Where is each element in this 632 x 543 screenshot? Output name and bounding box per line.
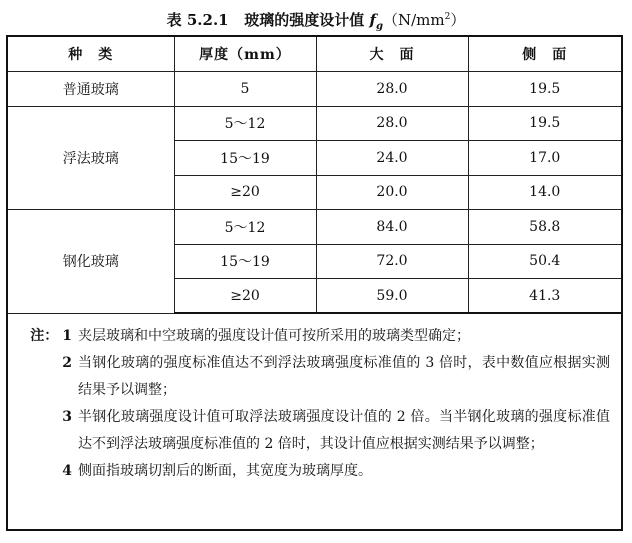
note-text: 夹层玻璃和中空玻璃的强度设计值可按所采用的玻璃类型确定；: [78, 328, 470, 344]
large-face-cell: 28.0: [316, 72, 468, 107]
caption-symbol: [369, 11, 383, 32]
header-thickness: 厚度（mm）: [174, 37, 316, 72]
caption-number: 表 5.2.1: [166, 11, 229, 29]
note-item: [20, 323, 610, 350]
caption-symbol-main: f: [369, 11, 376, 29]
note-item: [20, 350, 610, 404]
large-face-cell: 59.0: [316, 279, 468, 314]
caption-unit-close: ）: [450, 11, 466, 29]
note-number: 3: [62, 409, 72, 425]
caption-symbol-sub: g: [375, 21, 383, 32]
side-face-cell: 14.0: [468, 175, 621, 210]
side-face-cell: 17.0: [468, 141, 621, 176]
side-face-cell: 41.3: [468, 279, 621, 314]
header-large-face: 大 面: [316, 37, 468, 72]
header-side-face: 侧 面: [468, 37, 621, 72]
thickness-cell: ≥20: [174, 175, 316, 210]
thickness-cell: ≥20: [174, 279, 316, 314]
notes-prefix: 注：: [30, 328, 59, 344]
caption-unit: [383, 11, 465, 29]
glass-type-tempered: 钢化玻璃: [8, 210, 174, 314]
note-item: [20, 458, 610, 485]
table-row: [8, 210, 621, 245]
caption-title: 玻璃的强度设计值: [244, 11, 365, 29]
table-header-row: [8, 37, 621, 72]
side-face-cell: 58.8: [468, 210, 621, 245]
thickness-cell: 5: [174, 72, 316, 107]
table-notes: [20, 323, 610, 485]
table-row: [8, 72, 621, 107]
note-index: 1: [62, 328, 72, 344]
thickness-cell: 15～19: [174, 244, 316, 279]
thickness-cell: 5～12: [174, 210, 316, 245]
glass-type-ordinary: 普通玻璃: [8, 72, 174, 107]
large-face-cell: 28.0: [316, 106, 468, 141]
caption-unit-open: （N/mm: [382, 11, 445, 29]
thickness-cell: 5～12: [174, 106, 316, 141]
large-face-cell: 24.0: [316, 141, 468, 176]
note-text: 侧面指玻璃切割后的断面，其宽度为玻璃厚度。: [78, 463, 372, 479]
note-number: [20, 323, 72, 350]
large-face-cell: 20.0: [316, 175, 468, 210]
table-caption: [0, 4, 632, 30]
note-text: 当钢化玻璃的强度标准值达不到浮法玻璃强度标准值的 3 倍时，表中数值应根据实测结果予以调整；: [78, 355, 610, 398]
table-row: [8, 106, 621, 141]
note-item: [20, 404, 610, 458]
side-face-cell: 19.5: [468, 106, 621, 141]
header-type: 种 类: [8, 37, 174, 72]
strength-table: [8, 37, 621, 314]
large-face-cell: 72.0: [316, 244, 468, 279]
note-text: 半钢化玻璃强度设计值可取浮法玻璃强度设计值的 2 倍。当半钢化玻璃的强度标准值达不到浮法玻璃强度标准值的 2 倍时，其设计值应根据实测结果予以调整；: [78, 409, 610, 452]
large-face-cell: 84.0: [316, 210, 468, 245]
table-frame: [6, 35, 623, 531]
thickness-cell: 15～19: [174, 141, 316, 176]
note-number: 2: [62, 355, 72, 371]
note-number: 4: [62, 463, 72, 479]
glass-type-float: 浮法玻璃: [8, 106, 174, 210]
caption-unit-sup: 2: [444, 12, 451, 22]
side-face-cell: 19.5: [468, 72, 621, 107]
side-face-cell: 50.4: [468, 244, 621, 279]
